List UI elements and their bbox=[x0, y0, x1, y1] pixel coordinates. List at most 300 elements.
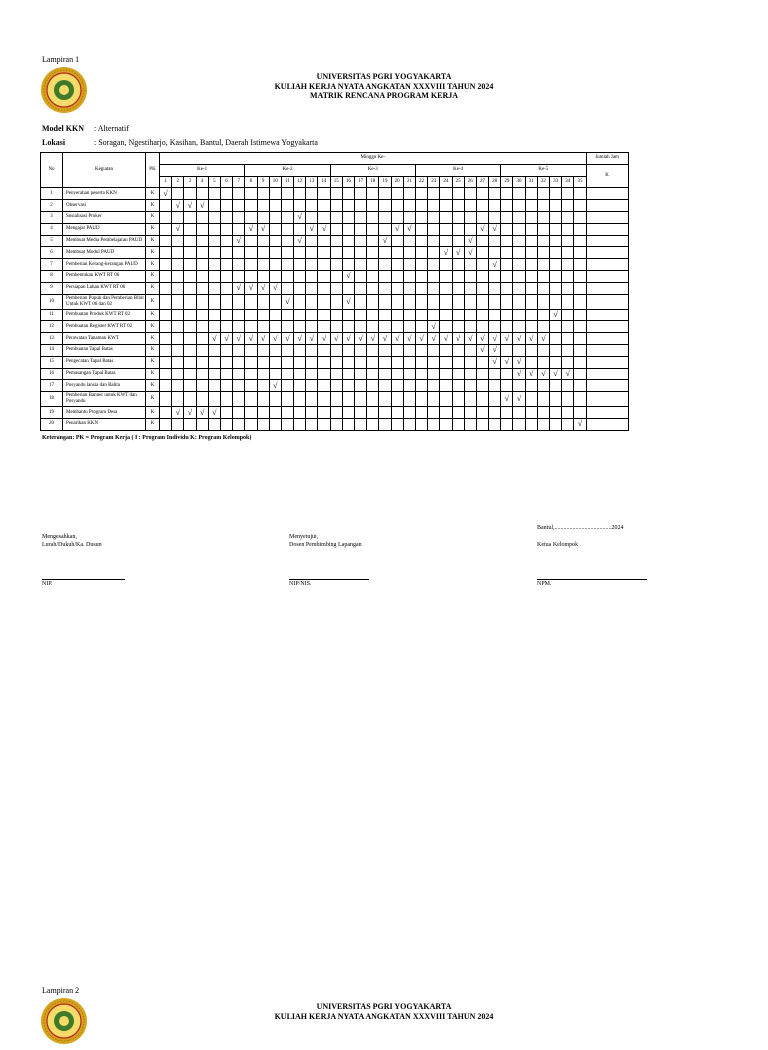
day-cell bbox=[379, 188, 391, 200]
check-mark: √ bbox=[220, 333, 232, 345]
day-cell bbox=[355, 200, 367, 212]
row-kegiatan: Membantu Program Desa bbox=[63, 407, 146, 419]
table-row bbox=[41, 368, 629, 380]
day-cell bbox=[452, 344, 464, 356]
check-mark: √ bbox=[367, 333, 379, 345]
row-kegiatan: Sosialisasi Proker bbox=[63, 211, 146, 223]
check-mark: √ bbox=[233, 235, 245, 247]
day-cell bbox=[574, 223, 586, 235]
check-mark: √ bbox=[172, 223, 184, 235]
day-cell bbox=[342, 188, 354, 200]
week-header: Ke-5 bbox=[501, 164, 586, 176]
day-cell bbox=[208, 392, 220, 407]
day-cell bbox=[562, 407, 574, 419]
day-cell bbox=[550, 356, 562, 368]
day-cell bbox=[233, 188, 245, 200]
day-cell bbox=[513, 294, 525, 309]
day-cell bbox=[281, 188, 293, 200]
day-cell bbox=[330, 223, 342, 235]
day-cell bbox=[184, 211, 196, 223]
day-cell bbox=[306, 344, 318, 356]
day-cell bbox=[233, 418, 245, 430]
day-cell bbox=[330, 321, 342, 333]
row-jumlah-jam bbox=[586, 188, 628, 200]
day-header: 12 bbox=[294, 176, 306, 188]
day-cell bbox=[342, 259, 354, 271]
col-header-pk: PK bbox=[146, 153, 160, 188]
check-mark: √ bbox=[196, 200, 208, 212]
table-row bbox=[41, 211, 629, 223]
day-cell bbox=[415, 418, 427, 430]
day-cell bbox=[184, 188, 196, 200]
row-kegiatan: Pemberian Pupuk dan Pemberian Bibit Untuk KWT 06 dan 02 bbox=[63, 294, 146, 309]
row-pk: K bbox=[146, 247, 160, 259]
row-jumlah-jam bbox=[586, 294, 628, 309]
day-cell bbox=[257, 211, 269, 223]
day-cell bbox=[464, 188, 476, 200]
day-cell bbox=[562, 188, 574, 200]
day-cell bbox=[403, 270, 415, 282]
signature-left bbox=[42, 533, 102, 549]
day-cell bbox=[160, 407, 172, 419]
day-cell bbox=[501, 309, 513, 321]
day-cell bbox=[172, 380, 184, 392]
table-row bbox=[41, 200, 629, 212]
day-cell bbox=[525, 294, 537, 309]
day-cell bbox=[525, 200, 537, 212]
day-cell bbox=[550, 418, 562, 430]
day-cell bbox=[562, 211, 574, 223]
day-cell bbox=[306, 407, 318, 419]
day-cell bbox=[184, 321, 196, 333]
day-cell bbox=[525, 321, 537, 333]
row-number: 3 bbox=[41, 211, 63, 223]
day-cell bbox=[330, 356, 342, 368]
day-cell bbox=[220, 418, 232, 430]
check-mark: √ bbox=[233, 333, 245, 345]
day-cell bbox=[440, 235, 452, 247]
day-cell bbox=[220, 368, 232, 380]
day-cell bbox=[537, 356, 549, 368]
check-mark: √ bbox=[501, 333, 513, 345]
day-cell bbox=[513, 321, 525, 333]
day-cell bbox=[550, 407, 562, 419]
day-cell bbox=[489, 309, 501, 321]
day-cell bbox=[428, 380, 440, 392]
day-cell bbox=[245, 200, 257, 212]
day-cell bbox=[172, 247, 184, 259]
day-cell bbox=[574, 200, 586, 212]
day-cell bbox=[233, 344, 245, 356]
day-cell bbox=[220, 309, 232, 321]
day-cell bbox=[501, 418, 513, 430]
day-cell bbox=[318, 344, 330, 356]
day-cell bbox=[367, 392, 379, 407]
check-mark: √ bbox=[172, 200, 184, 212]
day-cell bbox=[476, 368, 488, 380]
check-mark: √ bbox=[513, 356, 525, 368]
day-cell bbox=[415, 270, 427, 282]
day-cell bbox=[160, 368, 172, 380]
day-cell bbox=[391, 188, 403, 200]
day-cell bbox=[391, 368, 403, 380]
day-cell bbox=[233, 223, 245, 235]
row-pk: K bbox=[146, 200, 160, 212]
day-cell bbox=[464, 270, 476, 282]
day-cell bbox=[367, 188, 379, 200]
day-cell bbox=[476, 270, 488, 282]
day-cell bbox=[415, 259, 427, 271]
signature-right-line bbox=[537, 579, 647, 580]
day-cell bbox=[220, 247, 232, 259]
row-jumlah-jam bbox=[586, 333, 628, 345]
day-cell bbox=[330, 392, 342, 407]
day-cell bbox=[196, 356, 208, 368]
check-mark: √ bbox=[428, 321, 440, 333]
document-header bbox=[0, 72, 768, 101]
day-cell bbox=[574, 321, 586, 333]
day-cell bbox=[330, 211, 342, 223]
day-cell bbox=[196, 368, 208, 380]
day-header: 4 bbox=[196, 176, 208, 188]
day-cell bbox=[574, 333, 586, 345]
day-cell bbox=[355, 223, 367, 235]
day-cell bbox=[452, 294, 464, 309]
day-cell bbox=[525, 259, 537, 271]
day-cell bbox=[269, 344, 281, 356]
day-cell bbox=[464, 259, 476, 271]
day-cell bbox=[208, 211, 220, 223]
day-cell bbox=[403, 211, 415, 223]
day-cell bbox=[342, 211, 354, 223]
day-cell bbox=[172, 188, 184, 200]
day-cell bbox=[489, 392, 501, 407]
day-cell bbox=[330, 368, 342, 380]
day-cell bbox=[220, 235, 232, 247]
day-cell bbox=[318, 321, 330, 333]
day-cell bbox=[318, 392, 330, 407]
day-cell bbox=[342, 309, 354, 321]
day-cell bbox=[476, 188, 488, 200]
day-cell bbox=[208, 223, 220, 235]
day-cell bbox=[403, 247, 415, 259]
day-cell bbox=[184, 270, 196, 282]
row-kegiatan: Pembuatan Tapal Batas bbox=[63, 344, 146, 356]
day-cell bbox=[160, 200, 172, 212]
day-cell bbox=[379, 247, 391, 259]
day-cell bbox=[269, 418, 281, 430]
day-cell bbox=[208, 188, 220, 200]
row-number: 9 bbox=[41, 282, 63, 294]
day-cell bbox=[281, 356, 293, 368]
check-mark: √ bbox=[306, 223, 318, 235]
day-cell bbox=[233, 294, 245, 309]
day-header: 9 bbox=[257, 176, 269, 188]
day-cell bbox=[550, 392, 562, 407]
check-mark: √ bbox=[476, 333, 488, 345]
day-cell bbox=[391, 344, 403, 356]
day-cell bbox=[245, 211, 257, 223]
day-cell bbox=[281, 368, 293, 380]
row-number: 13 bbox=[41, 333, 63, 345]
day-cell bbox=[501, 368, 513, 380]
day-cell bbox=[269, 211, 281, 223]
day-cell bbox=[415, 200, 427, 212]
check-mark: √ bbox=[513, 368, 525, 380]
check-mark: √ bbox=[269, 333, 281, 345]
day-header: 23 bbox=[428, 176, 440, 188]
row-jumlah-jam bbox=[586, 235, 628, 247]
table-row bbox=[41, 294, 629, 309]
day-cell bbox=[318, 309, 330, 321]
day-cell bbox=[257, 235, 269, 247]
document-header-2 bbox=[0, 1002, 768, 1021]
signature-left-title: Mengesahkan, bbox=[42, 534, 77, 540]
check-mark: √ bbox=[403, 333, 415, 345]
day-cell bbox=[281, 407, 293, 419]
day-cell bbox=[342, 392, 354, 407]
day-cell bbox=[318, 407, 330, 419]
day-cell bbox=[342, 407, 354, 419]
day-cell bbox=[330, 407, 342, 419]
day-cell bbox=[476, 392, 488, 407]
day-cell bbox=[294, 200, 306, 212]
row-jumlah-jam bbox=[586, 392, 628, 407]
day-cell bbox=[513, 309, 525, 321]
day-cell bbox=[281, 418, 293, 430]
day-cell bbox=[440, 418, 452, 430]
day-cell bbox=[574, 235, 586, 247]
day-cell bbox=[318, 282, 330, 294]
day-cell bbox=[220, 223, 232, 235]
day-cell bbox=[208, 309, 220, 321]
day-cell bbox=[525, 247, 537, 259]
check-mark: √ bbox=[489, 344, 501, 356]
day-cell bbox=[415, 392, 427, 407]
row-jumlah-jam bbox=[586, 309, 628, 321]
col-header-jumlah-k: K bbox=[586, 164, 628, 188]
day-cell bbox=[245, 321, 257, 333]
check-mark: √ bbox=[172, 407, 184, 419]
day-cell bbox=[294, 188, 306, 200]
day-header: 17 bbox=[355, 176, 367, 188]
day-cell bbox=[233, 407, 245, 419]
day-cell bbox=[184, 392, 196, 407]
day-cell bbox=[355, 247, 367, 259]
day-header: 10 bbox=[269, 176, 281, 188]
day-cell bbox=[440, 223, 452, 235]
day-cell bbox=[245, 344, 257, 356]
check-mark: √ bbox=[379, 235, 391, 247]
day-cell bbox=[464, 407, 476, 419]
day-header: 2 bbox=[172, 176, 184, 188]
day-cell bbox=[489, 294, 501, 309]
day-cell bbox=[379, 344, 391, 356]
day-cell bbox=[525, 282, 537, 294]
check-mark: √ bbox=[245, 282, 257, 294]
day-cell bbox=[574, 392, 586, 407]
day-cell bbox=[355, 321, 367, 333]
day-cell bbox=[160, 259, 172, 271]
day-cell bbox=[525, 407, 537, 419]
day-cell bbox=[513, 223, 525, 235]
check-mark: √ bbox=[184, 407, 196, 419]
day-cell bbox=[440, 282, 452, 294]
day-cell bbox=[428, 368, 440, 380]
day-cell bbox=[574, 270, 586, 282]
day-header: 16 bbox=[342, 176, 354, 188]
day-cell bbox=[367, 235, 379, 247]
day-cell bbox=[525, 392, 537, 407]
day-cell bbox=[489, 211, 501, 223]
day-cell bbox=[355, 407, 367, 419]
day-cell bbox=[355, 344, 367, 356]
day-cell bbox=[342, 344, 354, 356]
day-cell bbox=[208, 368, 220, 380]
day-cell bbox=[306, 418, 318, 430]
day-cell bbox=[403, 309, 415, 321]
day-cell bbox=[452, 200, 464, 212]
day-cell bbox=[379, 368, 391, 380]
day-header: 21 bbox=[403, 176, 415, 188]
table-row bbox=[41, 235, 629, 247]
row-kegiatan: Pembuatan Register KWT RT 02 bbox=[63, 321, 146, 333]
day-cell bbox=[379, 380, 391, 392]
day-cell bbox=[245, 407, 257, 419]
day-cell bbox=[489, 282, 501, 294]
day-cell bbox=[452, 356, 464, 368]
row-kegiatan: Posyandu lansia dan Balita bbox=[63, 380, 146, 392]
day-cell bbox=[428, 294, 440, 309]
signature-date: Bantul,......................................2024 bbox=[537, 525, 624, 531]
day-cell bbox=[281, 309, 293, 321]
table-row bbox=[41, 223, 629, 235]
day-cell bbox=[245, 380, 257, 392]
day-cell bbox=[294, 247, 306, 259]
day-cell bbox=[403, 294, 415, 309]
day-cell bbox=[428, 223, 440, 235]
row-number: 15 bbox=[41, 356, 63, 368]
day-cell bbox=[355, 356, 367, 368]
day-cell bbox=[245, 294, 257, 309]
day-cell bbox=[525, 380, 537, 392]
day-cell bbox=[379, 282, 391, 294]
day-cell bbox=[391, 235, 403, 247]
check-mark: √ bbox=[440, 247, 452, 259]
day-cell bbox=[245, 368, 257, 380]
check-mark: √ bbox=[257, 223, 269, 235]
day-cell bbox=[562, 321, 574, 333]
model-kkn-line bbox=[42, 124, 129, 133]
day-cell bbox=[415, 309, 427, 321]
day-cell bbox=[562, 247, 574, 259]
day-cell bbox=[464, 200, 476, 212]
table-row bbox=[41, 380, 629, 392]
day-cell bbox=[550, 270, 562, 282]
day-cell bbox=[464, 380, 476, 392]
day-cell bbox=[330, 200, 342, 212]
day-cell bbox=[355, 188, 367, 200]
day-cell bbox=[257, 380, 269, 392]
day-cell bbox=[269, 259, 281, 271]
day-cell bbox=[220, 344, 232, 356]
day-cell bbox=[379, 211, 391, 223]
row-jumlah-jam bbox=[586, 270, 628, 282]
day-cell bbox=[281, 200, 293, 212]
day-cell bbox=[452, 368, 464, 380]
day-cell bbox=[367, 294, 379, 309]
day-cell bbox=[403, 392, 415, 407]
row-jumlah-jam bbox=[586, 407, 628, 419]
day-cell bbox=[428, 270, 440, 282]
day-cell bbox=[208, 259, 220, 271]
day-cell bbox=[513, 380, 525, 392]
day-cell bbox=[306, 235, 318, 247]
day-cell bbox=[574, 368, 586, 380]
day-cell bbox=[574, 259, 586, 271]
day-cell bbox=[196, 235, 208, 247]
day-cell bbox=[281, 235, 293, 247]
program-matrix-table bbox=[40, 152, 629, 431]
day-cell bbox=[525, 223, 537, 235]
check-mark: √ bbox=[245, 333, 257, 345]
day-cell bbox=[208, 282, 220, 294]
day-cell bbox=[184, 380, 196, 392]
day-cell bbox=[501, 188, 513, 200]
day-cell bbox=[562, 392, 574, 407]
day-cell bbox=[403, 282, 415, 294]
day-cell bbox=[537, 282, 549, 294]
day-cell bbox=[220, 188, 232, 200]
day-cell bbox=[355, 211, 367, 223]
table-row bbox=[41, 392, 629, 407]
day-cell bbox=[196, 211, 208, 223]
day-cell bbox=[172, 309, 184, 321]
day-cell bbox=[367, 344, 379, 356]
day-cell bbox=[440, 200, 452, 212]
day-cell bbox=[196, 392, 208, 407]
day-cell bbox=[415, 407, 427, 419]
check-mark: √ bbox=[306, 333, 318, 345]
day-cell bbox=[489, 270, 501, 282]
check-mark: √ bbox=[501, 356, 513, 368]
row-number: 19 bbox=[41, 407, 63, 419]
day-cell bbox=[306, 200, 318, 212]
check-mark: √ bbox=[294, 235, 306, 247]
day-cell bbox=[452, 211, 464, 223]
day-cell bbox=[562, 259, 574, 271]
day-cell bbox=[172, 321, 184, 333]
day-cell bbox=[574, 356, 586, 368]
day-cell bbox=[184, 418, 196, 430]
col-header-jumlah-jam: Jumlah Jam bbox=[586, 153, 628, 165]
day-cell bbox=[501, 247, 513, 259]
day-cell bbox=[574, 294, 586, 309]
day-cell bbox=[525, 188, 537, 200]
lokasi-label: Lokasi bbox=[42, 138, 66, 147]
day-cell bbox=[306, 282, 318, 294]
table-row bbox=[41, 356, 629, 368]
day-cell bbox=[233, 309, 245, 321]
row-kegiatan: Penyerahan peserta KKN bbox=[63, 188, 146, 200]
day-cell bbox=[269, 309, 281, 321]
day-cell bbox=[464, 294, 476, 309]
signature-left-id: NIP. bbox=[42, 581, 53, 587]
day-cell bbox=[367, 418, 379, 430]
table-row bbox=[41, 247, 629, 259]
day-cell bbox=[562, 282, 574, 294]
day-cell bbox=[172, 344, 184, 356]
